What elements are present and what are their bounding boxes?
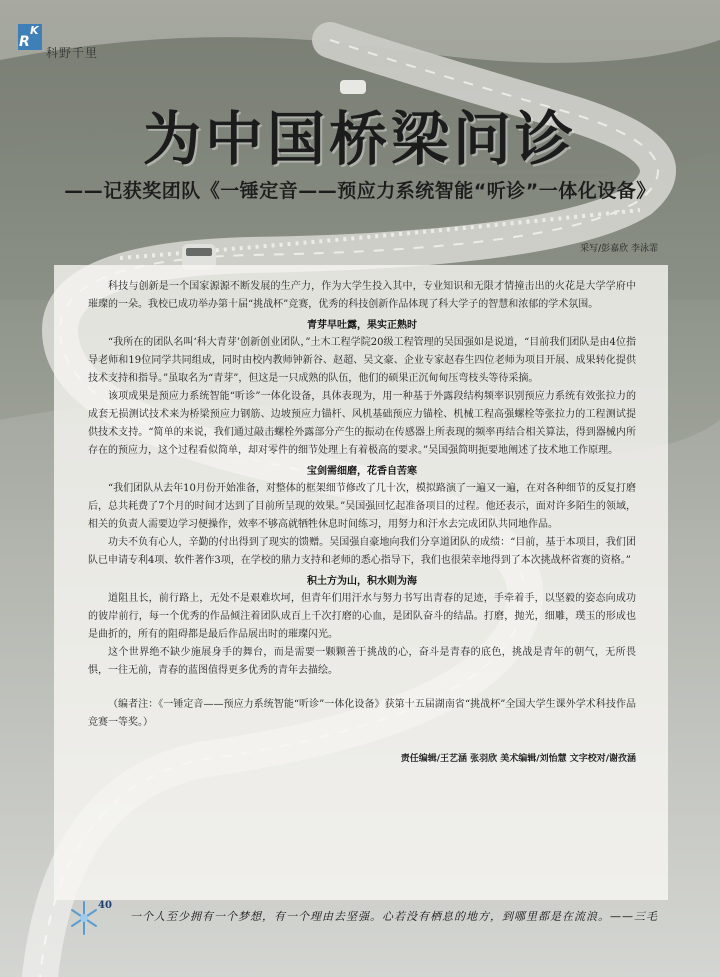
byline: 采写/彭嘉欣 李泳霏 bbox=[580, 244, 658, 254]
page-number: 40 bbox=[98, 900, 112, 911]
paragraph-6: 这个世界绝不缺少施展身手的舞台，而是需要一颗颗善于挑战的心，奋斗是青春的底色，挑战是青年的朝气，无所畏惧，一往无前，青春的蓝图值得更多优秀的青年去描绘。 bbox=[88, 647, 636, 676]
logo-letter-r: R bbox=[19, 34, 30, 50]
editor-note: （编者注：《一锤定音——预应力系统智能“听诊”一体化设备》获第十五届湖南省“挑战杯”全国大学生课外学术科技作品竞赛一等奖。） bbox=[88, 699, 636, 728]
section-heading-2: 宝剑需细磨，花香自苦寒 bbox=[307, 466, 417, 477]
paragraph-3: “我们团队从去年10月份开始准备，对整体的框架细节修改了几十次，模拟路演了一遍又一遍，在对各种细节的反复打磨后，总共耗费了7个月的时间才达到了目前所呈现的效果。”吴国强回忆起准备项目的过程。他还表示，面对许多陌生的领域，相关的负责人需要边学习便操作，效率不够高就牺牲休息时间练习，用努力和汗水去完成团队共同地作品。 bbox=[88, 483, 636, 530]
section-name: 科野千里 bbox=[46, 46, 99, 60]
article-body bbox=[88, 278, 636, 768]
section-heading-1: 青芽早吐露，果实正熟时 bbox=[307, 320, 417, 331]
paragraph-5: 道阻且长，前行路上，无处不是艰难坎坷，但青年们用汗水与努力书写出青春的足迹，手牵着手，以坚毅的姿态向成功的彼岸前行，每一个优秀的作品倾注着团队成百上千次打磨的心血，是团队奋斗的结晶。打磨，抛光，细雕，璞玉的形成也是曲折的，所有的阻碍都是最后作品展出时的璀璨闪光。 bbox=[88, 593, 636, 640]
article-title: 为中国桥梁问诊 bbox=[142, 105, 577, 173]
paragraph-intro: 科技与创新是一个国家源源不断发展的生产力，作为大学生投入其中，专业知识和无限才情撞击出的火花是大学学府中璀璨的一朵。我校已成功举办第十届“挑战杯”竞赛，优秀的科技创新作品体现了科大学子的智慧和浓郁的学术氛围。 bbox=[88, 281, 636, 310]
footer-quote: 一个人至少拥有一个梦想，有一个理由去坚强。心若没有栖息的地方，到哪里都是在流浪。——三毛 bbox=[130, 910, 658, 923]
article-subtitle: ——记获奖团队《一锤定音——预应力系统智能“听诊”一体化设备》 bbox=[64, 180, 656, 202]
paragraph-1: “我所在的团队名叫‘科大青芽’创新创业团队，”土木工程学院20级工程管理的吴国强如是说道，“目前我们团队是由4位指导老师和19位同学共同组成，同时由校内教师钟新谷、赵超、吴文豪、企业专家赵春生四位老师为项目开展、成果转化提供技术支持和指导。”虽取名为“青芽”，但这是一只成熟的队伍，他们的硕果正沉甸甸压弯枝头等待采摘。 bbox=[88, 337, 636, 384]
editor-credits: 责任编辑/王艺涵 张羽欣 美术编辑/刘怡慧 文字校对/谢孜涵 bbox=[400, 754, 636, 764]
magazine-logo bbox=[18, 24, 42, 50]
paragraph-2: 该项成果是预应力系统智能“听诊”一体化设备，具体表现为，用一种基于外露段结构频率识别预应力系统有效张拉力的成套无损测试技术来为桥梁预应力钢筋、边坡预应力锚杆、风机基础预应力锚栓、机械工程高强螺栓等张拉力的工程测试提供技术支持。“简单的来说，我们通过敲击螺栓外露部分产生的振动在传感器上所表现的频率再结合相关算法，得到器械内所存在的预应力，这个过程看似简单，却对零件的细节处理上有着极高的要求。”吴国强简明扼要地阐述了技术地工作原理。 bbox=[88, 391, 636, 456]
logo-letter-k: K bbox=[30, 24, 39, 37]
paragraph-4: 功夫不负有心人，辛勤的付出得到了现实的馈赠。吴国强自豪地向我们分享道团队的成绩：“目前，基于本项目，我们团队已申请专利4项、软件著作3项，在学校的鼎力支持和老师的悉心指导下，我们也很荣幸地得到了本次挑战杯省赛的资格。” bbox=[88, 537, 636, 566]
section-heading-3: 积土方为山，积水则为海 bbox=[307, 576, 417, 587]
